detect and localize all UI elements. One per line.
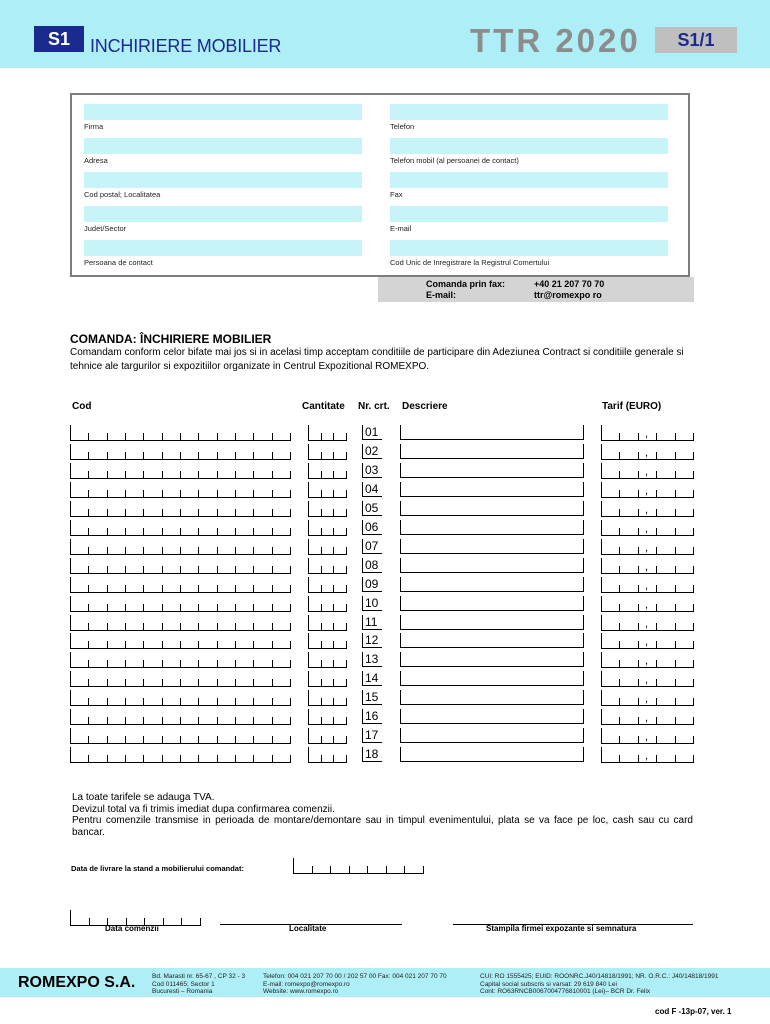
description-field[interactable] [400,520,584,535]
address-label: Adresa [84,156,108,165]
document-code: cod F -13p-07, ver. 1 [655,1007,732,1016]
order-email-value: ttr@romexpo ro [534,290,602,300]
code-cells[interactable] [70,652,291,668]
quantity-cells[interactable] [308,520,347,536]
mobile-label: Telefon mobil (al persoanei de contact) [390,156,519,165]
company-field[interactable] [84,104,362,120]
quantity-cells[interactable] [308,747,347,763]
order-row [0,709,770,725]
code-cells[interactable] [70,709,291,725]
order-fax-value: +40 21 207 70 70 [534,279,605,289]
decimal-separator: , [645,428,649,440]
order-row [0,501,770,517]
note-estimate: Devizul total va fi trimis imediat dupa confirmarea comenzii. [72,803,335,815]
notes [72,792,693,838]
order-row [0,615,770,631]
column-descriere: Descriere [402,401,448,412]
description-field[interactable] [400,558,584,573]
footer-legal [480,973,718,996]
code-cells[interactable] [70,539,291,555]
order-row [0,633,770,649]
description-field[interactable] [400,596,584,611]
quantity-cells[interactable] [308,558,347,574]
quantity-cells[interactable] [308,482,347,498]
quantity-cells[interactable] [308,728,347,744]
quantity-cells[interactable] [308,444,347,460]
postal-code-field[interactable] [84,172,362,188]
description-field[interactable] [400,425,584,440]
order-row [0,482,770,498]
description-field[interactable] [400,671,584,686]
description-field[interactable] [400,728,584,743]
row-number: 18 [362,747,382,762]
column-nr-crt: Nr. crt. [358,401,390,412]
code-cells[interactable] [70,671,291,687]
company-label: Firma [84,122,104,131]
row-number: 05 [362,501,382,516]
description-field[interactable] [400,652,584,667]
footer-legal-line: Capital social subscris si varsat: 29 619 840 Lei [480,980,617,988]
row-number: 11 [362,615,382,630]
address-field[interactable] [84,138,362,154]
footer-legal-line: Cont: RO63RNCB0067004776810001 (Lei)– BCR Dr. Felix [480,988,651,995]
fax-label: Fax [390,190,403,199]
description-field[interactable] [400,709,584,724]
decimal-separator: , [645,750,649,762]
footer-contact-line: Website: www.romexpo.ro [263,988,339,995]
decimal-separator: , [645,580,649,592]
quantity-cells[interactable] [308,539,347,555]
order-email-label: E-mail: [426,290,457,300]
row-number: 07 [362,539,382,554]
contact-person-label: Persoana de contact [84,258,153,267]
quantity-cells[interactable] [308,671,347,687]
quantity-cells[interactable] [308,463,347,479]
decimal-separator: , [645,636,649,648]
code-cells[interactable] [70,501,291,517]
quantity-cells[interactable] [308,633,347,649]
contact-person-field[interactable] [84,240,362,256]
order-row [0,463,770,479]
decimal-separator: , [645,655,649,667]
fax-field[interactable] [390,172,668,188]
decimal-separator: , [645,523,649,535]
column-cod: Cod [72,401,92,412]
description-field[interactable] [400,501,584,516]
footer-contact-line: E-mail: romexpo@romexpo.ro [263,980,350,988]
county-field[interactable] [84,206,362,222]
quantity-cells[interactable] [308,652,347,668]
code-cells[interactable] [70,520,291,536]
decimal-separator: , [645,561,649,573]
description-field[interactable] [400,633,584,648]
code-cells[interactable] [70,728,291,744]
row-number: 14 [362,671,382,686]
footer-legal-line: CUI: RO 1555425; EUID: ROONRC.J40/14818/1991; NR. O.R.C.: J40/14818/1991 [480,973,719,980]
description-field[interactable] [400,539,584,554]
note-vat: La toate tarifele se adauga TVA. [72,792,215,803]
footer-address-line: Cod 011465; Sector 1 [152,980,215,988]
code-cells[interactable] [70,425,291,441]
order-row [0,671,770,687]
code-cells[interactable] [70,596,291,612]
delivery-date-cells[interactable] [293,858,424,874]
decimal-separator: , [645,542,649,554]
footer-contact [263,973,447,996]
footer-address-line: Bucuresti – Romania [152,988,213,995]
row-number: 10 [362,596,382,611]
order-date-label: Data comenzii [105,924,159,933]
event-name: TTR 2020 [470,22,641,59]
quantity-cells[interactable] [308,690,347,706]
order-row [0,577,770,593]
code-cells[interactable] [70,633,291,649]
row-number: 09 [362,577,382,592]
order-row [0,652,770,668]
description-field[interactable] [400,463,584,478]
order-row [0,520,770,536]
email-field[interactable] [390,206,668,222]
description-field[interactable] [400,577,584,592]
order-row [0,558,770,574]
description-field[interactable] [400,690,584,705]
quantity-cells[interactable] [308,425,347,441]
order-row [0,596,770,612]
row-number: 13 [362,652,382,667]
row-number: 08 [362,558,382,573]
decimal-separator: , [645,466,649,478]
row-number: 01 [362,425,382,440]
column-tarif: Tarif (EURO) [602,401,662,412]
decimal-separator: , [645,447,649,459]
code-cells[interactable] [70,577,291,593]
order-row [0,690,770,706]
email-label: E-mail [390,224,412,233]
order-intro: Comandam conform celor bifate mai jos si in acelasi timp acceptam conditiile de participare din Adeziunea Contract si conditiile generale si tehnice ale targurilor si expozitiilor organizate in Centrul Expozitional ROMEXPO. [70,347,684,372]
locality-field[interactable] [220,910,402,925]
decimal-separator: , [645,599,649,611]
stamp-signature-field[interactable] [453,910,693,925]
order-row [0,425,770,441]
decimal-separator: , [645,674,649,686]
code-cells[interactable] [70,690,291,706]
company-logo-text: ROMEXPO S.A. [18,974,136,991]
decimal-separator: , [645,618,649,630]
description-field[interactable] [400,444,584,459]
description-field[interactable] [400,482,584,497]
phone-label: Telefon [390,122,415,131]
row-number: 15 [362,690,382,705]
quantity-cells[interactable] [308,709,347,725]
postal-code-label: Cod postal; Localitatea [84,190,161,199]
row-number: 06 [362,520,382,535]
stamp-signature-label: Stampila firmei expozante si semnatura [486,924,637,933]
order-contact-box [378,277,694,302]
decimal-separator: , [645,693,649,705]
footer-contact-line: Telefon: 004 021 207 70 00 / 202 57 00 Fax: 004 021 207 70 70 [263,973,447,980]
code-cells[interactable] [70,747,291,763]
registry-code-label: Cod Unic de Inregistrare la Registrul Comertului [390,258,550,267]
quantity-cells[interactable] [308,577,347,593]
form-title: INCHIRIERE MOBILIER [90,36,282,56]
order-title: COMANDA: ÎNCHIRIERE MOBILIER [70,332,272,346]
row-number: 03 [362,463,382,478]
description-field[interactable] [400,747,584,762]
order-fax-label: Comanda prin fax: [426,279,506,289]
quantity-cells[interactable] [308,615,347,631]
column-cantitate: Cantitate [302,401,345,412]
delivery-date-label: Data de livrare la stand a mobilierului comandat: [71,864,244,873]
decimal-separator: , [645,485,649,497]
decimal-separator: , [645,504,649,516]
note-payment: Pentru comenzile transmise in perioada de montare/demontare sau in timpul evenimentului, plata se va face pe loc, cash sau cu card bancar. [72,815,693,838]
code-cells[interactable] [70,558,291,574]
code-cells[interactable] [70,444,291,460]
row-number: 04 [362,482,382,497]
page-badge: S1/1 [655,27,737,53]
order-row [0,728,770,744]
code-cells[interactable] [70,615,291,631]
code-cells[interactable] [70,463,291,479]
row-number: 16 [362,709,382,724]
footer-address [152,973,245,996]
phone-field[interactable] [390,104,668,120]
county-label: Judet/Sector [84,224,127,233]
row-number: 12 [362,633,382,648]
row-number: 17 [362,728,382,743]
mobile-field[interactable] [390,138,668,154]
order-row [0,444,770,460]
order-row [0,747,770,763]
section-badge: S1 [34,26,84,52]
decimal-separator: , [645,731,649,743]
order-row [0,539,770,555]
quantity-cells[interactable] [308,596,347,612]
quantity-cells[interactable] [308,501,347,517]
locality-label: Localitate [289,924,327,933]
description-field[interactable] [400,615,584,630]
decimal-separator: , [645,712,649,724]
row-number: 02 [362,444,382,459]
registry-code-field[interactable] [390,240,668,256]
footer-address-line: Bd. Marasti nr. 65-67 , CP 32 - 3 [152,973,246,980]
code-cells[interactable] [70,482,291,498]
